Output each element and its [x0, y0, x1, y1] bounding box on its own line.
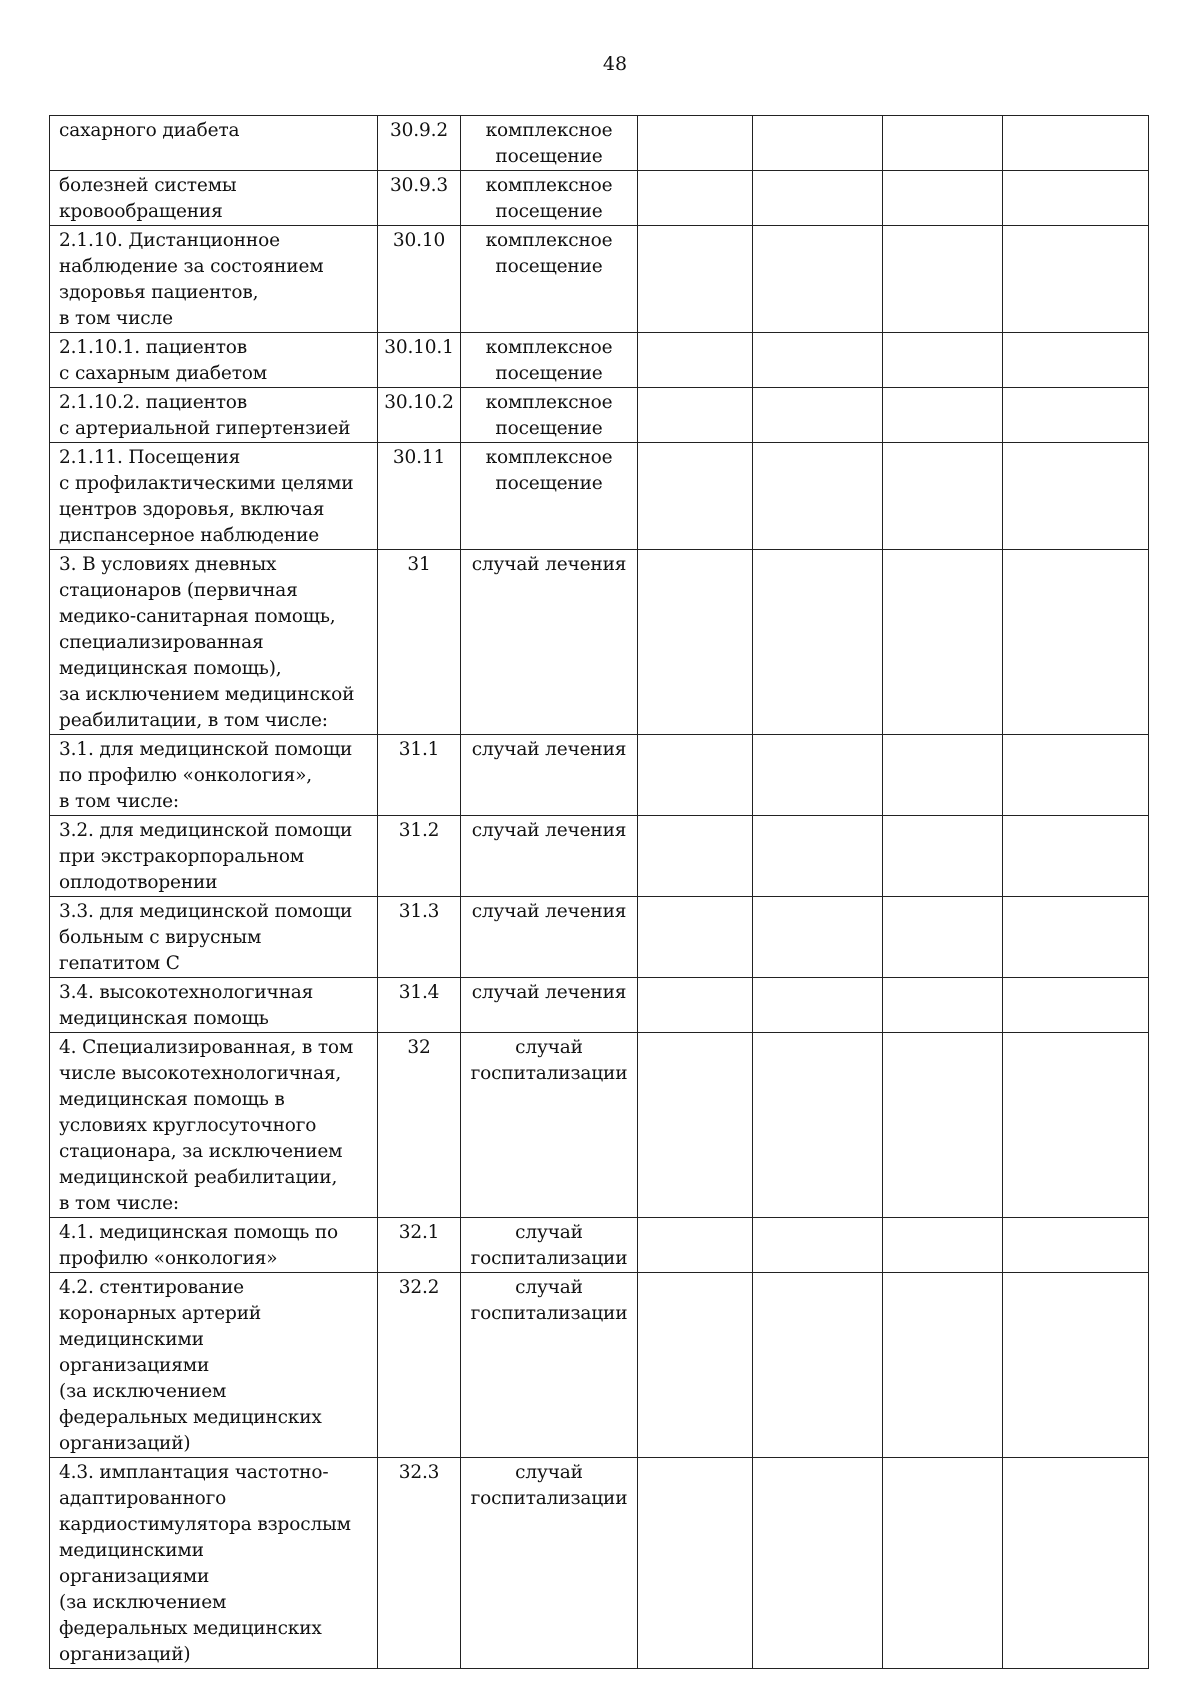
indicator-name-cell: 4.1. медицинская помощь по профилю «онкология» — [50, 1218, 378, 1273]
value-cell — [638, 1458, 753, 1669]
indicator-name-cell: 3. В условиях дневных стационаров (первичная медико-санитарная помощь, специализированная медицинская помощь), за исключением медицинской реабилитации, в том числе: — [50, 550, 378, 735]
indicator-name-cell: 4.3. имплантация частотно- адаптированного кардиостимулятора взрослым медицинскими организациями (за исключением федеральных медицинских организаций) — [50, 1458, 378, 1669]
unit-cell: комплексное посещение — [461, 116, 638, 171]
table-row — [50, 1033, 1149, 1218]
indicator-name-cell: 2.1.10.2. пациентов с артериальной гипертензией — [50, 388, 378, 443]
table-row — [50, 897, 1149, 978]
indicator-name-cell: 2.1.11. Посещения с профилактическими целями центров здоровья, включая диспансерное наблюдение — [50, 443, 378, 550]
value-cell — [753, 116, 883, 171]
row-code-cell: 31.1 — [378, 735, 461, 816]
indicator-name-cell: 2.1.10.1. пациентов с сахарным диабетом — [50, 333, 378, 388]
indicator-name-cell: 4.2. стентирование коронарных артерий медицинскими организациями (за исключением федеральных медицинских организаций) — [50, 1273, 378, 1458]
value-cell — [1003, 816, 1149, 897]
unit-cell: случай госпитализации — [461, 1218, 638, 1273]
value-cell — [638, 171, 753, 226]
unit-cell: комплексное посещение — [461, 388, 638, 443]
value-cell — [753, 735, 883, 816]
value-cell — [753, 816, 883, 897]
value-cell — [1003, 388, 1149, 443]
unit-cell: комплексное посещение — [461, 226, 638, 333]
value-cell — [638, 897, 753, 978]
value-cell — [753, 443, 883, 550]
table-row — [50, 1273, 1149, 1458]
value-cell — [638, 1218, 753, 1273]
row-code-cell: 30.10.1 — [378, 333, 461, 388]
value-cell — [638, 388, 753, 443]
value-cell — [1003, 226, 1149, 333]
value-cell — [1003, 1273, 1149, 1458]
table-row — [50, 171, 1149, 226]
value-cell — [638, 226, 753, 333]
value-cell — [753, 897, 883, 978]
row-code-cell: 30.9.3 — [378, 171, 461, 226]
table-row — [50, 116, 1149, 171]
unit-cell: случай госпитализации — [461, 1273, 638, 1458]
unit-cell: случай лечения — [461, 735, 638, 816]
value-cell — [883, 816, 1003, 897]
row-code-cell: 30.10.2 — [378, 388, 461, 443]
value-cell — [1003, 333, 1149, 388]
value-cell — [883, 171, 1003, 226]
value-cell — [883, 1218, 1003, 1273]
indicator-name-cell: 3.3. для медицинской помощи больным с вирусным гепатитом С — [50, 897, 378, 978]
value-cell — [753, 550, 883, 735]
value-cell — [753, 1218, 883, 1273]
value-cell — [883, 1033, 1003, 1218]
row-code-cell: 31 — [378, 550, 461, 735]
value-cell — [883, 333, 1003, 388]
value-cell — [1003, 443, 1149, 550]
table-row — [50, 1458, 1149, 1669]
value-cell — [1003, 897, 1149, 978]
unit-cell: случай госпитализации — [461, 1033, 638, 1218]
value-cell — [1003, 1458, 1149, 1669]
row-code-cell: 30.11 — [378, 443, 461, 550]
unit-cell: комплексное посещение — [461, 443, 638, 550]
table-row — [50, 978, 1149, 1033]
value-cell — [753, 978, 883, 1033]
value-cell — [753, 1458, 883, 1669]
table-row — [50, 816, 1149, 897]
indicator-name-cell: 4. Специализированная, в том числе высокотехнологичная, медицинская помощь в условиях круглосуточного стационара, за исключением медицинской реабилитации, в том числе: — [50, 1033, 378, 1218]
row-code-cell: 30.9.2 — [378, 116, 461, 171]
value-cell — [1003, 116, 1149, 171]
value-cell — [638, 1273, 753, 1458]
value-cell — [638, 735, 753, 816]
value-cell — [883, 388, 1003, 443]
value-cell — [753, 171, 883, 226]
page-number: 48 — [602, 53, 628, 75]
indicator-name-cell: болезней системы кровообращения — [50, 171, 378, 226]
value-cell — [638, 978, 753, 1033]
unit-cell: случай лечения — [461, 550, 638, 735]
value-cell — [638, 333, 753, 388]
value-cell — [753, 1273, 883, 1458]
value-cell — [883, 897, 1003, 978]
value-cell — [753, 388, 883, 443]
indicator-name-cell: 3.4. высокотехнологичная медицинская помощь — [50, 978, 378, 1033]
table-body — [50, 116, 1149, 1669]
row-code-cell: 32.1 — [378, 1218, 461, 1273]
unit-cell: случай лечения — [461, 816, 638, 897]
table-row — [50, 443, 1149, 550]
table-row — [50, 550, 1149, 735]
value-cell — [1003, 1218, 1149, 1273]
value-cell — [883, 978, 1003, 1033]
row-code-cell: 32.3 — [378, 1458, 461, 1669]
volume-table — [49, 115, 1149, 1669]
value-cell — [883, 735, 1003, 816]
unit-cell: комплексное посещение — [461, 333, 638, 388]
value-cell — [1003, 550, 1149, 735]
value-cell — [753, 226, 883, 333]
row-code-cell: 31.2 — [378, 816, 461, 897]
unit-cell: случай госпитализации — [461, 1458, 638, 1669]
table-row — [50, 735, 1149, 816]
indicator-name-cell: 2.1.10. Дистанционное наблюдение за состоянием здоровья пациентов, в том числе — [50, 226, 378, 333]
row-code-cell: 32 — [378, 1033, 461, 1218]
table-row — [50, 1218, 1149, 1273]
row-code-cell: 30.10 — [378, 226, 461, 333]
value-cell — [883, 226, 1003, 333]
table-row — [50, 226, 1149, 333]
value-cell — [883, 1273, 1003, 1458]
value-cell — [638, 816, 753, 897]
unit-cell: случай лечения — [461, 978, 638, 1033]
indicator-name-cell: 3.2. для медицинской помощи при экстракорпоральном оплодотворении — [50, 816, 378, 897]
row-code-cell: 31.4 — [378, 978, 461, 1033]
value-cell — [753, 1033, 883, 1218]
value-cell — [638, 1033, 753, 1218]
value-cell — [1003, 171, 1149, 226]
value-cell — [1003, 735, 1149, 816]
row-code-cell: 31.3 — [378, 897, 461, 978]
value-cell — [883, 116, 1003, 171]
value-cell — [638, 443, 753, 550]
value-cell — [883, 443, 1003, 550]
value-cell — [1003, 1033, 1149, 1218]
value-cell — [638, 550, 753, 735]
value-cell — [1003, 978, 1149, 1033]
row-code-cell: 32.2 — [378, 1273, 461, 1458]
unit-cell: комплексное посещение — [461, 171, 638, 226]
value-cell — [883, 1458, 1003, 1669]
indicator-name-cell: 3.1. для медицинской помощи по профилю «онкология», в том числе: — [50, 735, 378, 816]
value-cell — [638, 116, 753, 171]
value-cell — [753, 333, 883, 388]
value-cell — [883, 550, 1003, 735]
indicator-name-cell: сахарного диабета — [50, 116, 378, 171]
unit-cell: случай лечения — [461, 897, 638, 978]
table-row — [50, 388, 1149, 443]
table-row — [50, 333, 1149, 388]
